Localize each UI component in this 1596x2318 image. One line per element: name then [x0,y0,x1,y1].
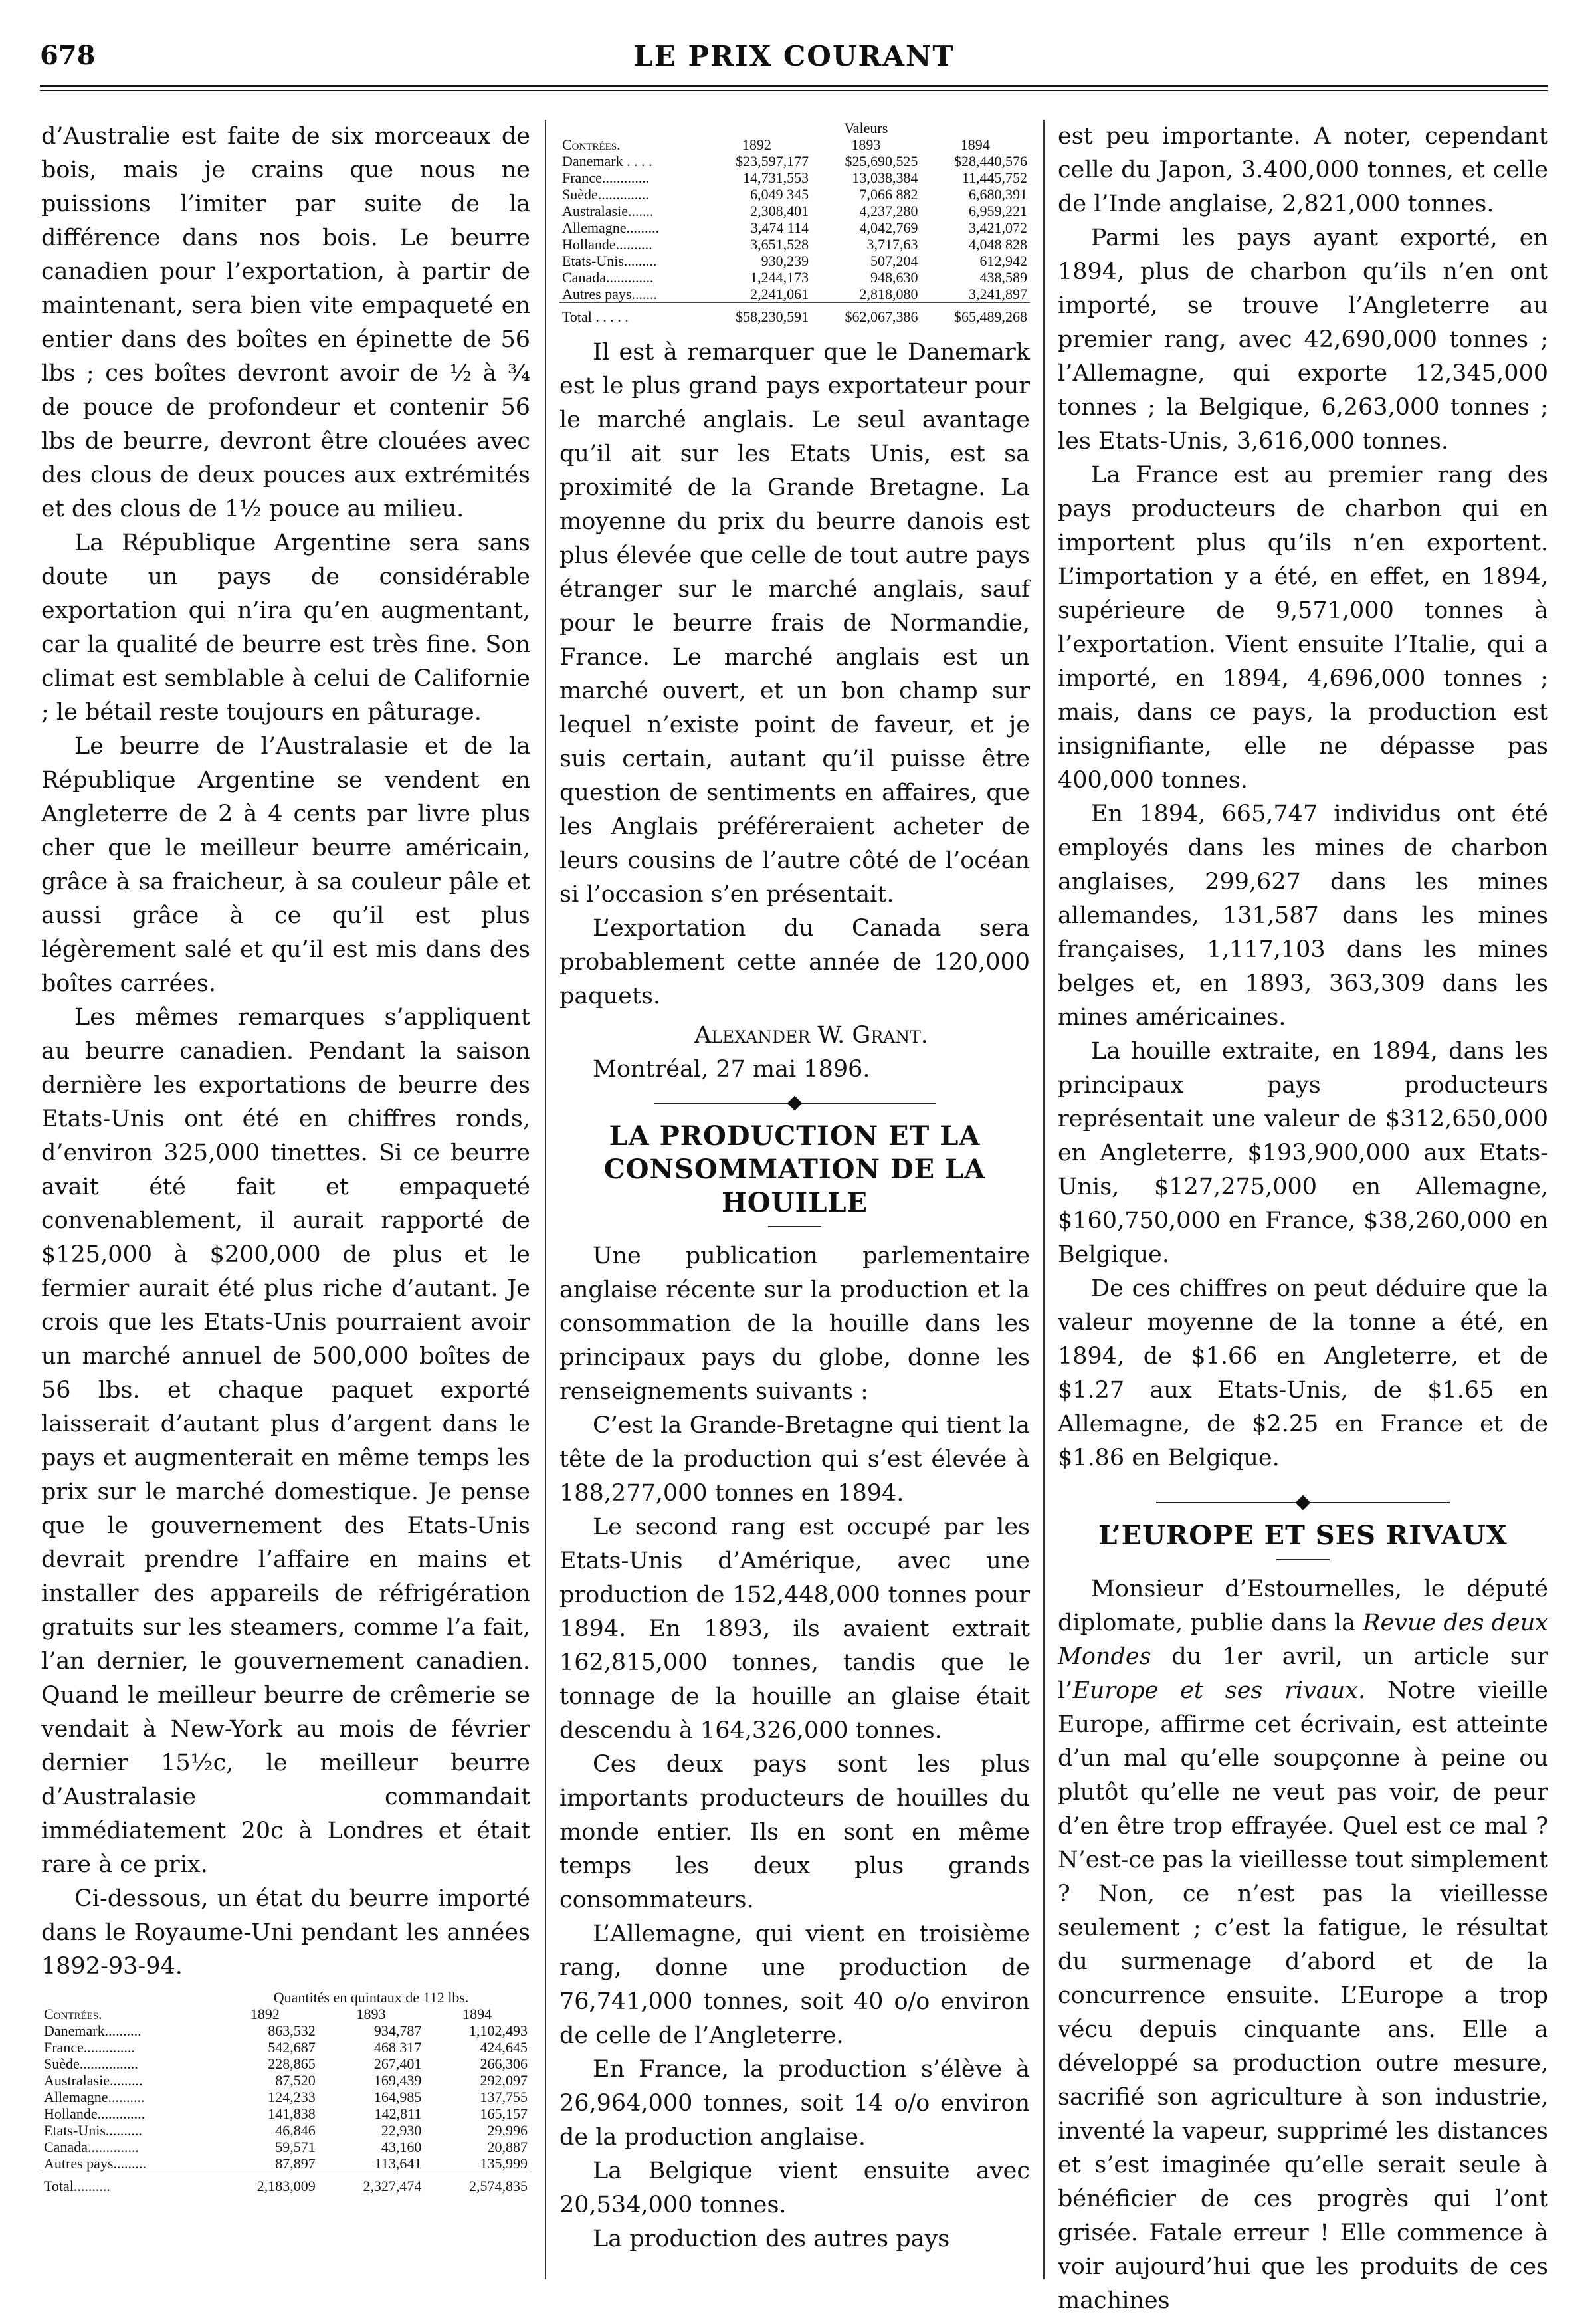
country-cell: Hollande............. [44,2105,146,2122]
value-cell: 4,048 828 [969,236,1027,253]
paragraph: L’Allemagne, qui vient en troisième rang, donne une production de 76,741,000 tonnes, soit 40 o/o environ de celle de l’Angleterre. [559,1921,1030,2049]
paragraph: La houille extraite, en 1894, dans les principaux pays producteurs représentait une valeur de $312,650,000 en Angleterre, $193,900,000 aux Etats-Unis, $127,275,000 en Allemagne, $160,750,000 en France, $38,260,000 en Belgique. [1058,1038,1548,1268]
value-cell: 507,204 [870,253,918,269]
country-cell: Etats-Unis.......... [44,2122,142,2139]
paragraph: est peu importante. A noter, cependant celle du Japon, 3.400,000 tonnes, et celle de l’Inde anglaise, 2,821,000 tonnes. [1058,123,1548,217]
country-cell: Danemark . . . . [562,153,652,169]
value-cell: 22,930 [381,2122,422,2139]
paragraph: Une publication parlementaire anglaise récente sur la production et la consommation de la houille dans les principaux pays du globe, donne les renseignements suivants : [559,1243,1030,1405]
value-cell: 113,641 [374,2155,422,2172]
table-label-header: Contrées. [562,136,621,153]
value-cell: 542,687 [268,2039,316,2055]
total-cell: 2,183,009 [212,2172,318,2195]
country-cell: Autres pays....... [562,286,657,302]
country-cell: Danemark.......... [44,2022,142,2039]
value-cell: 2,241,061 [750,286,809,302]
table-row [559,169,1030,186]
column-3 [1058,120,1548,2314]
paragraph: En 1894, 665,747 individus ont été employés dans les mines de charbon anglaises, 299,627 dans les mines allemandes, 131,587 dans les mines françaises, 1,117,103 dans les mines belges et, en 1893, 363,309 dans les mines américaines. [1058,801,1548,1031]
value-cell: 87,897 [275,2155,316,2172]
paragraph: C’est la Grande-Bretagne qui tient la tête de la production qui s’est élevée à 188,277,000 tonnes en 1894. [559,1412,1030,1507]
table-row [41,2055,530,2072]
value-cell: 7,066 882 [859,186,918,203]
table-row [41,2039,530,2055]
country-cell: Australasie....... [562,203,654,219]
paragraph: La production des autres pays [593,2226,950,2252]
value-cell: 228,865 [268,2055,316,2072]
value-cell: 863,532 [268,2022,316,2039]
value-cell: 11,445,752 [961,169,1027,186]
total-label: Total . . . . . [559,303,702,326]
table-row [559,253,1030,269]
journal-title: LE PRIX COURANT [633,40,955,72]
value-cell: $23,597,177 [736,153,809,169]
value-cell: 424,645 [480,2039,528,2055]
column-1 [41,120,530,2279]
page-number: 678 [40,40,96,71]
value-cell: 124,233 [268,2089,316,2105]
title-rule [768,1226,821,1227]
year-header: 1893 [851,136,881,153]
value-cell: $28,440,576 [954,153,1027,169]
value-cell: 142,811 [374,2105,422,2122]
section-title: LA PRODUCTION ET LA CONSOMMATION DE LA HOUILLE [603,1120,986,1218]
value-cell: 6,959,221 [969,203,1027,219]
title-rule [1276,1559,1330,1560]
value-cell: 3,421,072 [969,219,1027,236]
table-label-header: Contrées. [44,2006,102,2022]
value-cell: 165,157 [480,2105,528,2122]
table-row [41,2089,530,2105]
value-cell: 43,160 [381,2139,422,2155]
value-cell: 4,042,769 [859,219,918,236]
table-row [41,2122,530,2139]
value-cell: 4,237,280 [859,203,918,219]
value-cell: 3,474 114 [750,219,809,236]
country-cell: Allemagne.......... [44,2089,145,2105]
value-cell: 930,239 [761,253,809,269]
value-cell: 2,308,401 [750,203,809,219]
table-row [559,236,1030,253]
ornament-divider [654,1103,936,1104]
year-header: 1894 [462,2006,492,2022]
table-row [41,2155,530,2172]
paragraph: La Belgique vient ensuite avec 20,534,000 tonnes. [559,2158,1030,2218]
value-cell: 3,241,897 [969,286,1027,302]
paragraph: Ci-dessous, un état du beurre importé dans le Royaume-Uni pendant les années 1892-93-94. [41,1885,530,1980]
butter-quantity-table [41,1989,530,2194]
value-cell: 29,996 [487,2122,528,2139]
year-header: 1892 [742,136,771,153]
table-row [41,2105,530,2122]
value-cell: 13,038,384 [852,169,918,186]
country-cell: Australasie......... [44,2072,143,2089]
country-cell: Suède................ [44,2055,138,2072]
paragraph: La République Argentine sera sans doute un pays de considérable exportation qui n’ira qu’en augmentant, car la qualité de beurre est très fine. Son climat est semblable à celui de Californie ; le bétail reste toujours en pâturage. [41,530,530,726]
column-separator [545,120,546,2279]
value-cell: 59,571 [275,2139,316,2155]
table-group-header: Valeurs [844,120,888,136]
table-group-header: Quantités en quintaux de 112 lbs. [273,1989,469,2006]
country-cell: France.............. [44,2039,135,2055]
paragraph: Le second rang est occupé par les Etats-Unis d’Amérique, avec une production de 152,448,000 tonnes pour 1894. En 1893, ils avaient extrait 162,815,000 tonnes, tandis que le tonnage de la houille an glaise était descendu à 164,326,000 tonnes. [559,1514,1030,1744]
country-cell: Suède.............. [562,186,649,203]
country-cell: Autres pays......... [44,2155,146,2172]
page-header [40,40,1548,86]
total-cell: 2,574,835 [424,2172,530,2195]
value-cell: 267,401 [373,2055,422,2072]
ornament-divider [1156,1502,1450,1503]
column-2 [559,120,1030,2279]
value-cell: 164,985 [373,2089,422,2105]
value-cell: 141,838 [268,2105,316,2122]
value-cell: 87,520 [275,2072,316,2089]
publication-title: Revue des deux Mondes [1058,1610,1548,1670]
paragraph: Ces deux pays sont les plus importants producteurs de houilles du monde entier. Ils en sont en même temps les deux plus grands consommateurs. [559,1751,1030,1913]
paragraph: En France, la production s’élève à 26,964,000 tonnes, soit 14 o/o environ de la production anglaise. [559,2056,1030,2151]
value-cell: 1,244,173 [750,269,809,286]
table-row [559,153,1030,169]
text-run: du 1er avril, un article sur l’ [1058,1643,1548,1704]
value-cell: 934,787 [373,2022,422,2039]
paragraph: Parmi les pays ayant exporté, en 1894, plus de charbon qu’ils n’en ont importé, se trouve l’Angleterre au premier rang, avec 42,690,000 tonnes ; l’Allemagne, qui exporte 12,345,000 tonnes ; la Belgique, 6,263,000 tonnes ; les Etats-Unis, 3,616,000 tonnes. [1058,225,1548,455]
value-cell: 3,717,63 [866,236,918,253]
country-cell: Hollande.......... [562,236,652,253]
value-cell: 6,049 345 [750,186,809,203]
year-header: 1892 [250,2006,280,2022]
table-row [41,2072,530,2089]
table-row [559,269,1030,286]
total-cell: 2,327,474 [318,2172,425,2195]
value-cell: 6,680,391 [969,186,1027,203]
value-cell: 1,102,493 [469,2022,528,2039]
value-cell: 612,942 [979,253,1027,269]
table-total-row [559,303,1030,326]
header-rule-thin [40,90,1548,91]
paragraph: La France est au premier rang des pays producteurs de charbon qui en importent plus qu’ils n’en exportent. L’importation y a été, en effet, en 1894, supérieure de 9,571,000 tonnes à l’exportation. Vient ensuite l’Italie, qui a importé, en 1894, 4,696,000 tonnes ; mais, dans ce pays, la production est insignifiante, elle ne dépasse pas 400,000 tonnes. [1058,462,1548,793]
value-cell: 3,651,528 [750,236,809,253]
table-row [559,219,1030,236]
country-cell: Etats-Unis......... [562,253,657,269]
table-row [559,186,1030,203]
value-cell: 292,097 [480,2072,528,2089]
paragraph: De ces chiffres on peut déduire que la valeur moyenne de la tonne a été, en 1894, de $1.66 en Angleterre, et de $1.27 aux Etats-Unis, de $1.65 en Allemagne, de $2.25 en France et de $1.86 en Belgique. [1058,1275,1548,1471]
value-cell: $25,690,525 [845,153,918,169]
value-cell: 2,818,080 [859,286,918,302]
place-date: Montréal, 27 mai 1896. [593,1056,870,1083]
table-row [41,2022,530,2039]
paragraph: d’Australie est faite de six morceaux de bois, mais je crains que nous ne puissions l’imiter par suite de la différence dans nos bois. Le beurre canadien pour l’exportation, à partir de maintenant, sera bien vite empaqueté en entier dans des boîtes en épinette de 56 lbs ; ces boîtes devront avoir de ½ à ¾ de pouce de profondeur et contenir 56 lbs de beurre, devront être clouées avec des clous de deux pouces aux extrémités et des clous de 1½ pouce au milieu. [41,123,530,522]
value-cell: 137,755 [480,2089,528,2105]
value-cell: 14,731,553 [743,169,809,186]
butter-value-table [559,120,1030,325]
paragraph: Il est à remarquer que le Danemark est le plus grand pays exportateur pour le marché anglais. Le seul avantage qu’il ait sur les Etats Unis, est sa proximité de la Grande Bretagne. La moyenne du prix du beurre danois est plus élevée que celle de tout autre pays étranger sur le marché anglais, sauf pour le beurre frais de Normandie, France. Le marché anglais est un marché ouvert, et un bon champ sur lequel n’existe point de faveur, et je suis certain, autant qu’il puisse être question de sentiments en affaires, que les Anglais préféreraient acheter de leurs cousins de l’autre côté de l’océan si l’occasion s’en présentait. [559,339,1030,908]
value-cell: 135,999 [480,2155,528,2172]
paragraph: Le beurre de l’Australasie et de la République Argentine se vendent en Angleterre de 2 à 4 cents par livre plus cher que le meilleur beurre américain, grâce à sa fraicheur, à sa couleur pâle et aussi grâce à ce qu’il est plus légèrement salé et qu’il est mis dans des boîtes carrées. [41,733,530,997]
value-cell: 438,589 [979,269,1027,286]
article-title: Europe et ses rivaux. [1072,1677,1366,1704]
country-cell: Canada............. [562,269,654,286]
paragraph: Les mêmes remarques s’appliquent au beurre canadien. Pendant la saison dernière les exportations de beurre des Etats-Unis ont été en chiffres ronds, d’environ 325,000 tinettes. Si ce beurre avait été fait et empaqueté convenablement, il aurait rapporté de $125,000 à $200,000 de plus et le fermier aurait été plus riche d’autant. Je crois que les Etats-Unis pourraient avoir un marché annuel de 500,000 boîtes de 56 lbs. et chaque paquet exporté laisserait d’autant plus d’argent dans le pays et augmenterait en même temps les prix sur le marché domestique. Je pense que le gouvernement des Etats-Unis devrait prendre l’affaire en mains et installer des appareils de réfrigération gratuits sur les steamers, comme l’a fait, l’an dernier, le gouvernement canadien. Quand le meilleur beurre de crêmerie se vendait à New-York au mois de février dernier 15½c, le meilleur beurre d’Australasie commandait immédiatement 20c à Londres et était rare à ce prix. [41,1004,530,1878]
author-signature: Alexander W. Grant. [694,1022,928,1049]
table-row [559,286,1030,303]
value-cell: 169,439 [373,2072,422,2089]
country-cell: Canada.............. [44,2139,139,2155]
year-header: 1893 [356,2006,386,2022]
table-total-row [41,2172,530,2195]
paragraph [1058,1572,1548,2318]
total-cell: $62,067,386 [811,303,920,326]
section-title: L’EUROPE ET SES RIVAUX [1098,1520,1508,1551]
total-label: Total.......... [41,2172,212,2195]
text-run: Monsieur d’Estournelles, le député diplomate, publie dans la [1058,1576,1548,1636]
column-separator [1043,120,1045,2279]
table-row [559,203,1030,219]
table-row [41,2139,530,2155]
text-run: Notre vieille Europe, affirme cet écrivain, est atteinte d’un mal qu’elle soupçonne à peine ou plutôt qu’elle ne veut pas voir, de peur d’en être trop effrayée. Quel est ce mal ? N’est-ce pas la vieillesse tout simplement ? Non, ce n’est pas la vieillesse seulement ; c’est la fatigue, le résultat du surmenage d’abord et de la concurrence ensuite. L’Europe a trop vécu depuis cinquante ans. Elle a développé sa production outre mesure, sacrifié son agriculture à son industrie, inventé la vapeur, supprimé les distances et s’est imaginée qu’elle serait seule à bénéficier de ces progrès qui l’ont grisée. Fatale erreur ! Elle commence à voir aujourd’hui que les produits de ces machines [1058,1677,1548,2314]
country-cell: Allemagne......... [562,219,660,236]
year-header: 1894 [960,136,990,153]
value-cell: 948,630 [870,269,918,286]
value-cell: 266,306 [480,2055,528,2072]
paragraph: L’exportation du Canada sera probablement cette année de 120,000 paquets. [559,915,1030,1009]
value-cell: 20,887 [487,2139,528,2155]
value-cell: 468 317 [373,2039,422,2055]
total-cell: $58,230,591 [702,303,811,326]
country-cell: France............. [562,169,650,186]
header-rule [40,85,1548,87]
value-cell: 46,846 [275,2122,316,2139]
total-cell: $65,489,268 [921,303,1030,326]
